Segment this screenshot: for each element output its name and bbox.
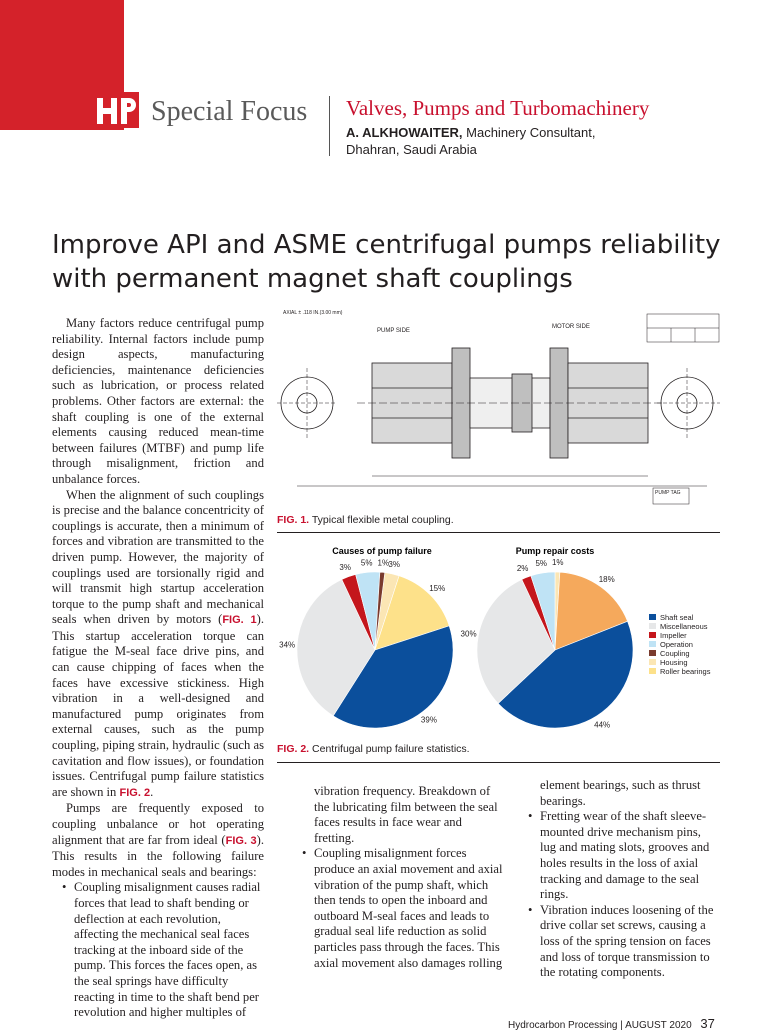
legend-swatch (649, 614, 656, 620)
pump-failure-charts (277, 540, 720, 740)
coupling-drawing (277, 308, 720, 508)
footer-separator: | (620, 1020, 623, 1031)
pie-data-label: 5% (535, 559, 548, 569)
legend-label: Impeller (660, 631, 687, 640)
article-title: Improve API and ASME centrifugal pumps reliability with permanent magnet shaft couplings (52, 230, 721, 294)
pie-data-label: 39% (420, 715, 437, 725)
fig2-reference-link[interactable]: FIG. 2 (119, 786, 151, 799)
legend-label: Housing (660, 658, 688, 667)
chart-title-2: Pump repair costs (515, 546, 595, 556)
legend-label: Miscellaneous (660, 622, 708, 631)
list-item: • Fretting wear of the shaft sleeve-mounted drive mechanism pins, lug and mating slots, grooves and holes results in the loss of axial tracking and damage to the seal rings. (540, 809, 718, 903)
author-location: Dhahran, Saudi Arabia (346, 142, 477, 157)
legend-swatch (649, 650, 656, 656)
body-column-2 (292, 784, 504, 971)
legend-label: Roller bearings (660, 667, 711, 676)
pie-causes-of-failure (279, 558, 453, 728)
motor-side-label: MOTOR SIDE (552, 324, 590, 330)
legend-swatch (649, 632, 656, 638)
figure-divider (277, 762, 720, 763)
pie-data-label: 1% (377, 558, 390, 568)
list-item: • Vibration induces loosening of the drive collar set screws, causing a loss of the spring tension on faces and loss of torque transmission to the rotating components. (540, 903, 718, 981)
legend-swatch (649, 623, 656, 629)
fig1-reference-link[interactable]: FIG. 1 (222, 614, 257, 627)
axial-tolerance-label: AXIAL ± .118 IN.(3.00 mm) (283, 310, 343, 316)
page-number: 37 (700, 1016, 715, 1031)
list-continuation: vibration frequency. Breakdown of the lubricating film between the seal faces results in face wear and fretting. (314, 784, 498, 845)
pie-data-label: 1% (551, 558, 564, 568)
figure-1-caption: FIG. 1. Typical flexible metal coupling. (277, 514, 454, 526)
pie-data-label: 3% (339, 563, 351, 573)
figure-divider (277, 532, 720, 533)
failure-modes-list-2 (292, 846, 504, 971)
pie-data-label: 15% (429, 583, 446, 593)
paragraph-1: Many factors reduce centrifugal pump reliability. Internal factors include pump design aspects, manufacturing deficiencies, maintenance deficiencies such as lubrication, or process related problems. Other factors are external: the shaft coupling is one of the external elements causing reduced mean-time between failures (MTBF) and pump life through misalignment, friction and unbalance forces. (52, 316, 264, 486)
header-divider (329, 96, 330, 156)
fig3-reference-link[interactable]: FIG. 3 (225, 834, 257, 847)
list-item: • Coupling misalignment forces produce an axial movement and axial vibration of the pump shaft, which then tends to open the inboard and outboard M-seal faces and leads to gradual seal life reduction as solid particles pass through the faces. This axial movement also damages rolling (314, 846, 504, 971)
pie-repair-costs (461, 558, 633, 729)
author-role: Machinery Consultant, (466, 125, 596, 140)
pie-data-label: 34% (279, 640, 296, 650)
legend-label: Shaft seal (660, 613, 694, 622)
topic-title: Valves, Pumps and Turbomachinery (346, 96, 650, 120)
legend-label: Operation (660, 640, 693, 649)
legend-swatch (649, 659, 656, 665)
failure-modes-list-3 (518, 809, 718, 981)
figure-2-caption: FIG. 2. Centrifugal pump failure statistics. (277, 743, 470, 755)
legend-swatch (649, 668, 656, 674)
paragraph-3: Pumps are frequently exposed to coupling unbalance or hot operating alignment that are far from ideal (FIG. 3). This results in the following failure modes in mechanical seals and bearings: (52, 801, 265, 879)
hp-logo (93, 92, 139, 128)
body-column-1 (52, 316, 264, 1021)
list-continuation: element bearings, such as thrust bearings. (540, 778, 701, 808)
pie-data-label: 44% (594, 720, 611, 730)
pie-data-label: 3% (388, 560, 400, 570)
pie-data-label: 2% (516, 564, 529, 574)
paragraph-2: When the alignment of such couplings is precise and the balance concentricity of couplings is accurate, then a minimum of forces and vibration are transmitted to the driven pump. However, the majority of couplings used are torsionally rigid and will transmit high startup acceleration torque to the pump shaft and mechanical seals when driven by motors (FIG. 1). This startup acceleration torque can fatigue the M-seal face drive pins, and can cause chipping of faces when the faces have excessive stickiness. High vibration in a well-designed and manufactured pump originates from external causes, such as the pump coupling, piping strain, hydraulic (such as cavitation and flow issues), or foundation issues. Centrifugal pump failure statistics are shown in FIG. 2. (52, 487, 264, 799)
pump-tag-label: PUMP TAG (655, 490, 681, 496)
author-block (346, 124, 746, 158)
pie-data-label: 30% (460, 629, 477, 639)
chart-title-1: Causes of pump failure (332, 546, 432, 556)
publication-name: Hydrocarbon Processing (508, 1020, 618, 1031)
chart-legend (649, 613, 711, 676)
list-item: • Coupling misalignment causes radial forces that lead to shaft bending or deflection at each revolution, affecting the mechanical seal faces tracking at the inboard side of the pump. This forces the faces open, as the seal springs have difficulty reacting in time to the shaft bend per revolution and higher multiples of (74, 880, 264, 1020)
failure-modes-list (52, 880, 264, 1020)
body-column-3 (518, 778, 718, 981)
pump-side-label: PUMP SIDE (377, 328, 410, 334)
legend-swatch (649, 641, 656, 647)
legend-label: Coupling (660, 649, 690, 658)
pie-data-label: 18% (598, 574, 615, 584)
author-name: A. ALKHOWAITER, (346, 125, 463, 140)
issue-date: AUGUST 2020 (625, 1020, 692, 1031)
section-title: Special Focus (151, 96, 308, 127)
pie-data-label: 5% (360, 558, 373, 568)
